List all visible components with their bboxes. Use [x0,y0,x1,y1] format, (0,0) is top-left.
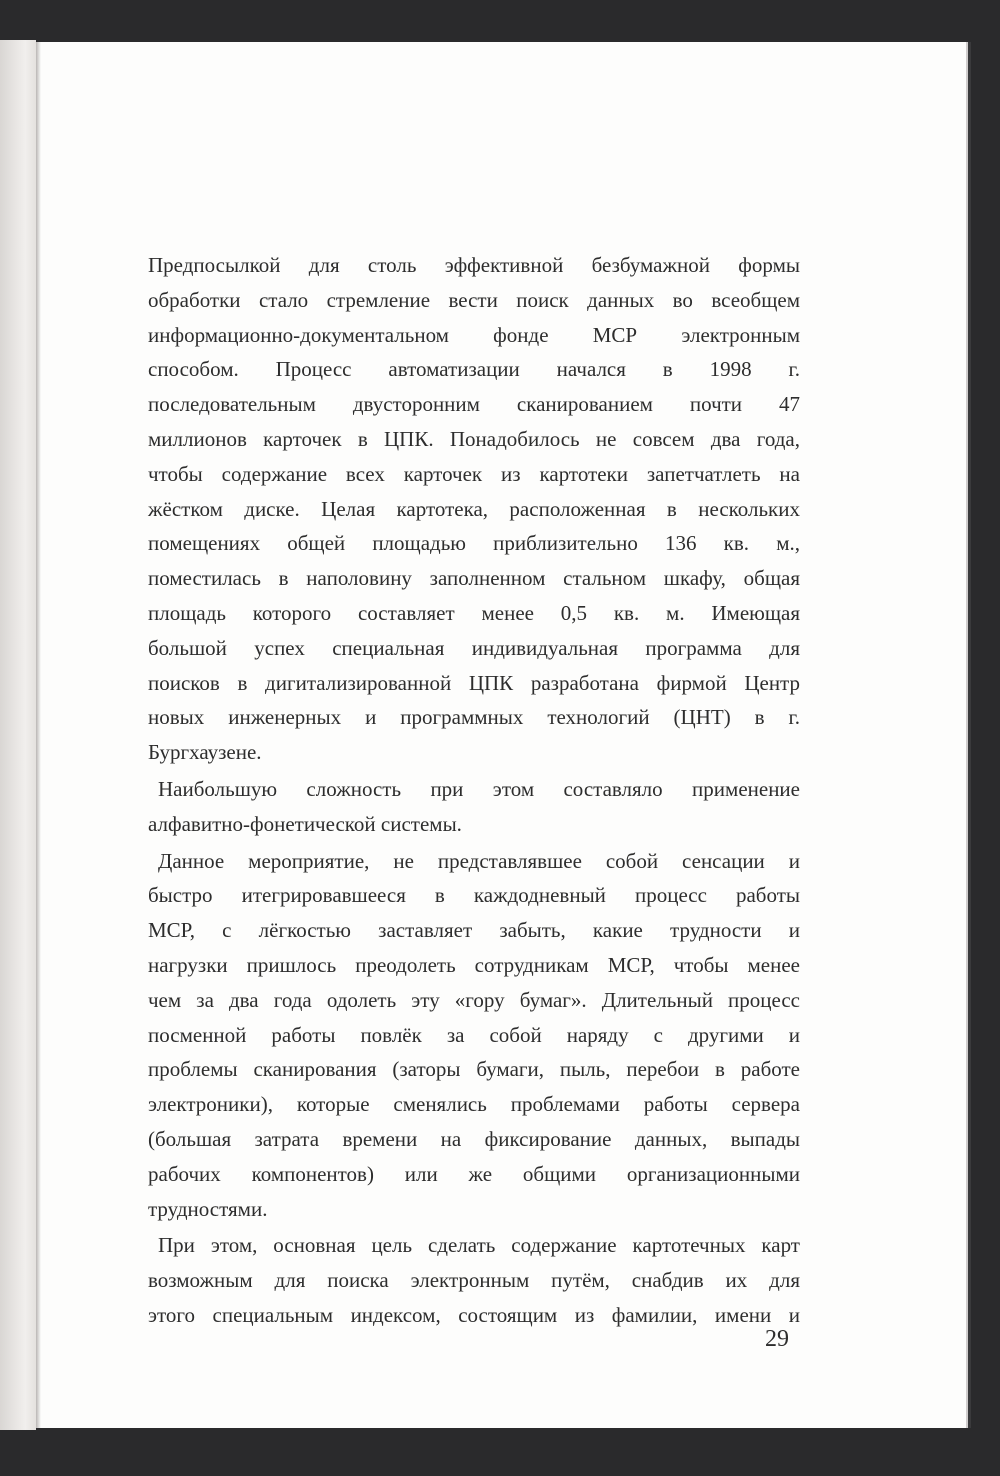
text-line: чем за два года одолеть эту «гору бумаг». Длительный процесс [148,987,800,1012]
text-line: большой успех специальная индивидуальная программа для [148,635,800,660]
page-body-text [148,248,800,1335]
text-line: нагрузки пришлось преодолеть сотрудникам МСР, чтобы менее [148,952,800,977]
text-line: поместилась в наполовину заполненном стальном шкафу, общая [148,566,800,591]
text-line: Предпосылкой для столь эффективной безбумажной формы [148,253,800,277]
text-line: чтобы содержание всех карточек из картотеки запетчатлеть на [148,461,800,486]
previous-page-edge [0,40,36,1430]
text-line: трудностями. [148,1196,268,1221]
text-line: площадь которого составляет менее 0,5 кв. м. Имеющая [148,600,800,625]
text-line: жёстком диске. Целая картотека, расположенная в нескольких [148,496,800,521]
text-line: При этом, основная цель сделать содержание картотечных карт [158,1233,800,1258]
text-line: возможным для поиска электронным путём, снабдив их для [148,1268,800,1293]
text-line: этого специальным индексом, состоящим из фамилии, имени и [148,1302,800,1327]
book-page [36,42,966,1428]
page-number: 29 [765,1326,789,1352]
text-line: обработки стало стремление вести поиск данных во всеобщем [148,287,800,312]
text-line: быстро итегрировавшееся в каждодневный процесс работы [148,883,800,908]
text-line: проблемы сканирования (заторы бумаги, пыль, перебои в работе [148,1057,800,1082]
text-line: новых инженерных и программных технологий (ЦНТ) в г. [148,705,800,730]
text-line: посменной работы повлёк за собой наряду с другими и [148,1022,800,1047]
text-line: миллионов карточек в ЦПК. Понадобилось не совсем два года, [148,426,800,451]
text-line: Наибольшую сложность при этом составляло применение [158,776,800,801]
text-line: (большая затрата времени на фиксирование данных, выпады [148,1126,800,1151]
text-line: рабочих компонентов) или же общими организационными [148,1161,800,1186]
text-line: алфавитно-фонетической системы. [148,811,462,836]
page-gutter-shadow [36,42,41,1428]
paragraph-1 [148,248,800,770]
paragraph-3 [148,844,800,1227]
paragraph-2 [148,772,800,842]
text-line: последовательным двусторонним сканированием почти 47 [148,392,800,417]
text-line: информационно-документальном фонде МСР электронным [148,322,800,347]
text-line: МСР, с лёгкостью заставляет забыть, какие трудности и [148,918,800,943]
text-line: поисков в дигитализированной ЦПК разработана фирмой Центр [148,670,800,695]
text-line: электроники), которые сменялись проблемами работы сервера [148,1092,800,1117]
paragraph-4 [148,1228,800,1332]
text-line: Данное мероприятие, не представлявшее собой сенсации и [158,848,800,873]
text-line: Бургхаузене. [148,740,262,765]
text-line: помещениях общей площадью приблизительно 136 кв. м., [148,531,800,556]
text-line: способом. Процесс автоматизации начался в 1998 г. [148,357,800,382]
